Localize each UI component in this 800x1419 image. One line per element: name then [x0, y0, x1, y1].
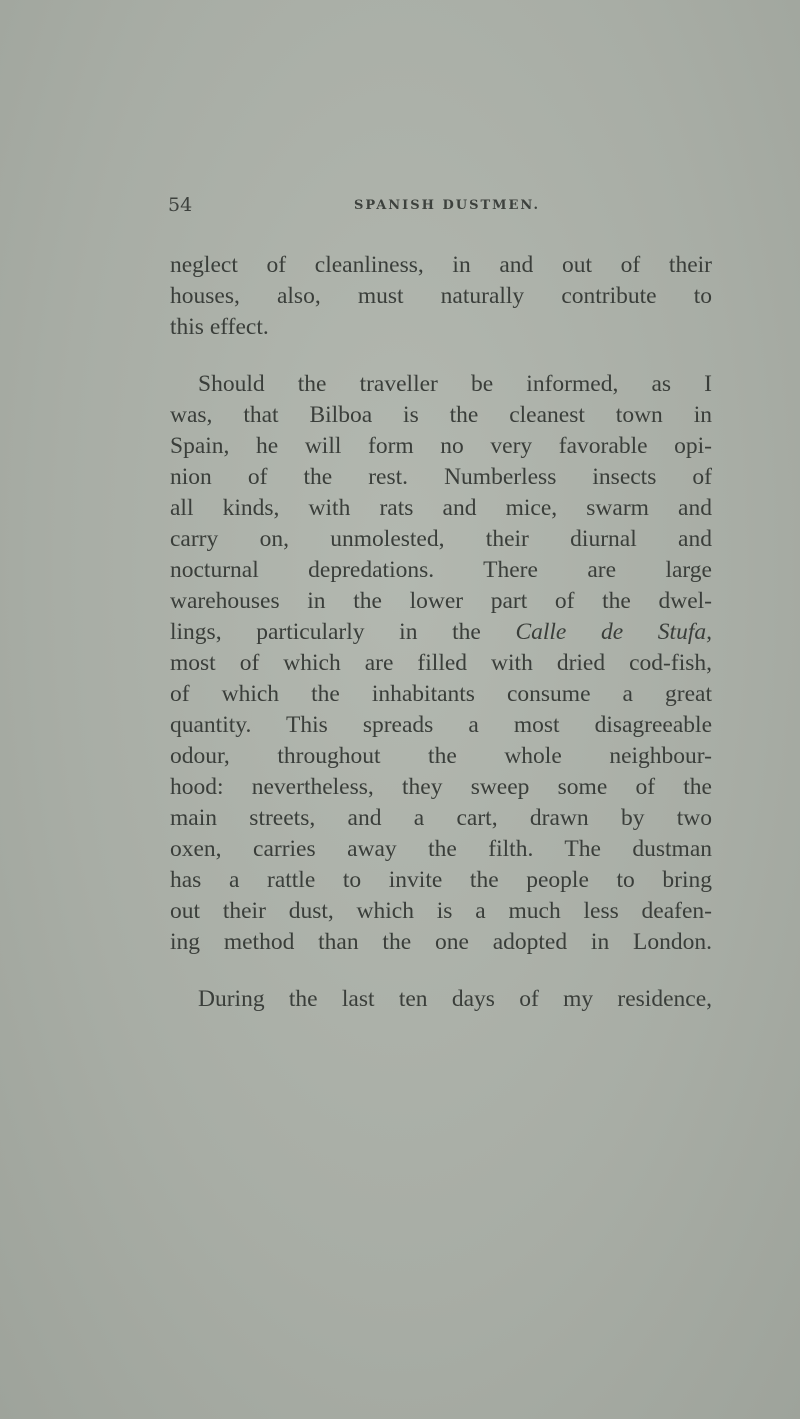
text-line: most of which are filled with dried cod-fish, [170, 650, 712, 676]
text-line: main streets, and a cart, drawn by two [170, 805, 712, 831]
text-line: was, that Bilboa is the cleanest town in [170, 402, 712, 428]
running-header [168, 192, 712, 222]
running-title: SPANISH DUSTMEN. [354, 198, 541, 213]
italic-place-name: Calle de Stufa, [515, 619, 712, 645]
text-line: nion of the rest. Numberless insects of [170, 464, 712, 490]
text-line: has a rattle to invite the people to bring [170, 867, 712, 893]
text-line: out their dust, which is a much less deafen- [170, 898, 712, 924]
text-line: houses, also, must naturally contribute to [170, 283, 712, 309]
text-line: all kinds, with rats and mice, swarm and [170, 495, 712, 521]
text-line: this effect. [170, 314, 269, 340]
text-line: ing method than the one adopted in London. [170, 929, 712, 955]
text-line: During the last ten days of my residence, [198, 986, 712, 1012]
text-line [170, 617, 712, 648]
text-line: oxen, carries away the filth. The dustman [170, 836, 712, 862]
text-line: Should the traveller be informed, as I [198, 371, 712, 397]
page-body [170, 250, 712, 1015]
text-line: nocturnal depredations. There are large [170, 557, 712, 583]
text-line: warehouses in the lower part of the dwel- [170, 588, 712, 614]
text-line: carry on, unmolested, their diurnal and [170, 526, 712, 552]
text-line: Spain, he will form no very favorable opi- [170, 433, 712, 459]
text-line: hood: nevertheless, they sweep some of the [170, 774, 712, 800]
paragraph [170, 250, 712, 343]
text-line: neglect of cleanliness, in and out of their [170, 252, 712, 278]
paragraph [170, 369, 712, 958]
text-line: quantity. This spreads a most disagreeable [170, 712, 712, 738]
text-segment: lings, particularly in the [170, 619, 516, 645]
page-number: 54 [168, 194, 193, 216]
paragraph [170, 984, 712, 1015]
text-line: odour, throughout the whole neighbour- [170, 743, 712, 769]
text-line: of which the inhabitants consume a great [170, 681, 712, 707]
